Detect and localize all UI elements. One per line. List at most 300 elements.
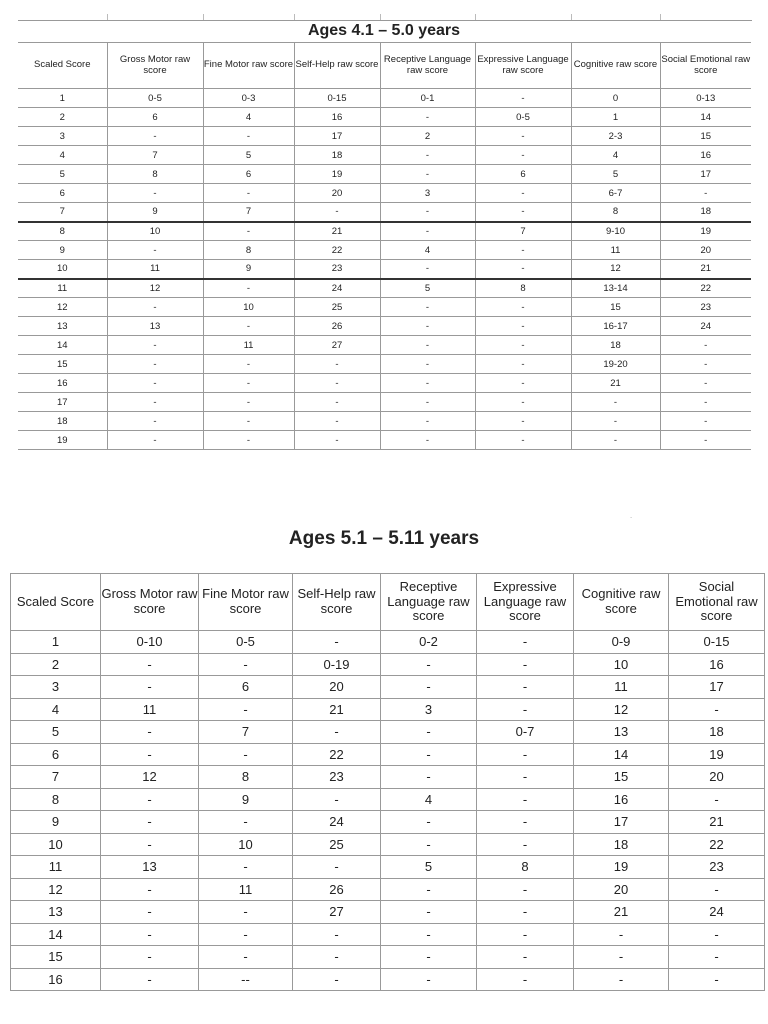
column-header: Self-Help raw score — [294, 43, 380, 89]
raw-score-cell: - — [574, 923, 669, 946]
raw-score-cell: - — [477, 833, 574, 856]
raw-score-cell: 24 — [293, 811, 381, 834]
raw-score-cell: - — [107, 393, 203, 412]
scaled-score-cell: 5 — [18, 165, 107, 184]
raw-score-cell: 11 — [199, 878, 293, 901]
column-header: Gross Motor raw score — [101, 574, 199, 631]
raw-score-cell: - — [107, 336, 203, 355]
scaled-score-table-ages-5-1-to-5-11 — [10, 573, 765, 991]
raw-score-cell: 2 — [380, 127, 475, 146]
raw-score-cell: 20 — [293, 676, 381, 699]
raw-score-cell: 12 — [571, 260, 660, 279]
raw-score-cell: 10 — [203, 298, 294, 317]
raw-score-cell: - — [381, 676, 477, 699]
raw-score-cell: 9-10 — [571, 222, 660, 241]
table-row — [18, 317, 751, 336]
scaled-score-cell: 7 — [18, 203, 107, 222]
scaled-score-cell: 1 — [18, 89, 107, 108]
raw-score-cell: - — [380, 431, 475, 450]
raw-score-cell: - — [293, 968, 381, 991]
scaled-score-cell: 10 — [18, 260, 107, 279]
raw-score-cell: 21 — [571, 374, 660, 393]
raw-score-cell: - — [381, 743, 477, 766]
top-border-line — [18, 20, 752, 21]
raw-score-cell: - — [380, 393, 475, 412]
raw-score-cell: - — [199, 923, 293, 946]
raw-score-cell: 16 — [669, 653, 765, 676]
raw-score-cell: 5 — [381, 856, 477, 879]
column-header: Expressive Language raw score — [477, 574, 574, 631]
raw-score-cell: - — [381, 878, 477, 901]
raw-score-cell: - — [199, 856, 293, 879]
raw-score-cell: - — [293, 856, 381, 879]
scaled-score-cell: 6 — [11, 743, 101, 766]
table-row — [18, 355, 751, 374]
raw-score-cell: 9 — [199, 788, 293, 811]
raw-score-cell: 0-5 — [107, 89, 203, 108]
scaled-score-cell: 2 — [18, 108, 107, 127]
raw-score-cell: 6-7 — [571, 184, 660, 203]
raw-score-cell: 0-2 — [381, 631, 477, 654]
raw-score-cell: 15 — [574, 766, 669, 789]
column-header: Social Emotional raw score — [669, 574, 765, 631]
raw-score-cell: - — [380, 108, 475, 127]
raw-score-cell: 6 — [107, 108, 203, 127]
raw-score-cell: - — [199, 698, 293, 721]
raw-score-cell: 15 — [571, 298, 660, 317]
raw-score-cell: 8 — [477, 856, 574, 879]
raw-score-cell: - — [293, 788, 381, 811]
raw-score-cell: 3 — [380, 184, 475, 203]
raw-score-cell: - — [475, 393, 571, 412]
raw-score-cell: 25 — [293, 833, 381, 856]
raw-score-cell: - — [294, 393, 380, 412]
raw-score-cell: 25 — [294, 298, 380, 317]
table-row — [18, 374, 751, 393]
raw-score-cell: 0-7 — [477, 721, 574, 744]
raw-score-cell: 5 — [571, 165, 660, 184]
raw-score-cell: - — [477, 788, 574, 811]
raw-score-cell: - — [199, 901, 293, 924]
table-row — [11, 946, 765, 969]
table-body — [11, 631, 765, 991]
scaled-score-cell: 9 — [18, 241, 107, 260]
table-row — [18, 127, 751, 146]
raw-score-cell: - — [381, 968, 477, 991]
raw-score-cell: 21 — [574, 901, 669, 924]
table-row — [11, 698, 765, 721]
column-tick — [380, 14, 381, 20]
raw-score-cell: 11 — [107, 260, 203, 279]
raw-score-cell: - — [380, 412, 475, 431]
raw-score-cell: 17 — [660, 165, 751, 184]
raw-score-cell: 8 — [475, 279, 571, 298]
raw-score-cell: - — [381, 653, 477, 676]
raw-score-cell: 23 — [293, 766, 381, 789]
raw-score-cell: 22 — [293, 743, 381, 766]
raw-score-cell: 12 — [101, 766, 199, 789]
raw-score-cell: 15 — [660, 127, 751, 146]
raw-score-cell: - — [203, 374, 294, 393]
raw-score-cell: - — [294, 203, 380, 222]
scaled-score-cell: 15 — [11, 946, 101, 969]
table-row — [18, 279, 751, 298]
raw-score-cell: - — [477, 923, 574, 946]
raw-score-cell: 13 — [107, 317, 203, 336]
raw-score-cell: - — [477, 743, 574, 766]
scaled-score-cell: 16 — [11, 968, 101, 991]
raw-score-cell: 21 — [294, 222, 380, 241]
scaled-score-cell: 19 — [18, 431, 107, 450]
raw-score-cell: 0-3 — [203, 89, 294, 108]
raw-score-cell: - — [101, 901, 199, 924]
raw-score-cell: - — [107, 431, 203, 450]
column-tick — [203, 14, 204, 20]
table-row — [18, 260, 751, 279]
scaled-score-cell: 11 — [11, 856, 101, 879]
scaled-score-cell: 14 — [11, 923, 101, 946]
raw-score-cell: - — [475, 374, 571, 393]
raw-score-cell: 4 — [381, 788, 477, 811]
table-row — [18, 412, 751, 431]
raw-score-cell: - — [669, 878, 765, 901]
raw-score-cell: 20 — [669, 766, 765, 789]
raw-score-cell: - — [574, 946, 669, 969]
raw-score-cell: 19 — [574, 856, 669, 879]
raw-score-cell: - — [477, 946, 574, 969]
raw-score-cell: - — [203, 412, 294, 431]
raw-score-cell: - — [571, 393, 660, 412]
raw-score-cell: - — [477, 766, 574, 789]
raw-score-cell: 9 — [203, 260, 294, 279]
raw-score-cell: - — [380, 374, 475, 393]
column-tick — [475, 14, 476, 20]
raw-score-cell: - — [475, 412, 571, 431]
raw-score-cell: 0-19 — [293, 653, 381, 676]
table-2-title: Ages 5.1 – 5.11 years — [288, 528, 480, 549]
raw-score-cell: 0-1 — [380, 89, 475, 108]
raw-score-cell: - — [381, 811, 477, 834]
raw-score-cell: 7 — [475, 222, 571, 241]
raw-score-cell: 14 — [660, 108, 751, 127]
raw-score-cell: - — [477, 968, 574, 991]
raw-score-cell: - — [660, 336, 751, 355]
table-row — [18, 393, 751, 412]
raw-score-cell: 23 — [669, 856, 765, 879]
raw-score-cell: - — [199, 811, 293, 834]
raw-score-cell: - — [293, 946, 381, 969]
raw-score-cell: - — [475, 127, 571, 146]
table-row — [11, 856, 765, 879]
raw-score-cell: 21 — [660, 260, 751, 279]
raw-score-cell: - — [660, 412, 751, 431]
raw-score-cell: - — [475, 431, 571, 450]
raw-score-cell: - — [477, 631, 574, 654]
raw-score-cell: 27 — [293, 901, 381, 924]
raw-score-cell: - — [107, 184, 203, 203]
raw-score-cell: - — [381, 766, 477, 789]
raw-score-cell: 9 — [107, 203, 203, 222]
raw-score-cell: 26 — [294, 317, 380, 336]
raw-score-cell: - — [294, 355, 380, 374]
table-row — [11, 811, 765, 834]
raw-score-cell: - — [660, 184, 751, 203]
scaled-score-cell: 8 — [11, 788, 101, 811]
raw-score-cell: - — [571, 431, 660, 450]
raw-score-cell: 11 — [571, 241, 660, 260]
scaled-score-cell: 14 — [18, 336, 107, 355]
raw-score-cell: - — [477, 811, 574, 834]
raw-score-cell: 19 — [669, 743, 765, 766]
raw-score-cell: 16 — [574, 788, 669, 811]
table-row — [11, 766, 765, 789]
raw-score-cell: 14 — [574, 743, 669, 766]
scaled-score-cell: 2 — [11, 653, 101, 676]
raw-score-cell: - — [669, 968, 765, 991]
scaled-score-cell: 13 — [11, 901, 101, 924]
raw-score-cell: - — [199, 743, 293, 766]
raw-score-cell: - — [475, 241, 571, 260]
raw-score-cell: - — [475, 355, 571, 374]
table-row — [18, 336, 751, 355]
raw-score-cell: - — [107, 298, 203, 317]
raw-score-cell: - — [203, 127, 294, 146]
raw-score-cell: 12 — [574, 698, 669, 721]
column-tick — [294, 14, 295, 20]
column-tick — [107, 14, 108, 20]
column-header: Scaled Score — [11, 574, 101, 631]
raw-score-cell: - — [380, 222, 475, 241]
raw-score-cell: - — [381, 721, 477, 744]
raw-score-cell: 21 — [293, 698, 381, 721]
raw-score-cell: - — [669, 698, 765, 721]
raw-score-cell: - — [101, 811, 199, 834]
raw-score-cell: 19 — [660, 222, 751, 241]
scan-artifact-mark: ˙ — [630, 516, 633, 526]
raw-score-cell: - — [293, 923, 381, 946]
raw-score-cell: 18 — [571, 336, 660, 355]
table-row — [18, 203, 751, 222]
scaled-score-cell: 12 — [18, 298, 107, 317]
raw-score-cell: 3 — [381, 698, 477, 721]
raw-score-cell: 13 — [101, 856, 199, 879]
raw-score-cell: 11 — [203, 336, 294, 355]
raw-score-cell: 0-13 — [660, 89, 751, 108]
raw-score-cell: 6 — [203, 165, 294, 184]
raw-score-cell: 20 — [660, 241, 751, 260]
column-tick — [660, 14, 661, 20]
raw-score-cell: - — [475, 336, 571, 355]
table-row — [11, 901, 765, 924]
table-row — [18, 431, 751, 450]
raw-score-cell: 24 — [660, 317, 751, 336]
raw-score-cell: 7 — [199, 721, 293, 744]
raw-score-cell: - — [101, 653, 199, 676]
raw-score-cell: - — [203, 393, 294, 412]
column-header: Social Emotional raw score — [660, 43, 751, 89]
scaled-score-cell: 11 — [18, 279, 107, 298]
raw-score-cell: 2-3 — [571, 127, 660, 146]
raw-score-cell: 19-20 — [571, 355, 660, 374]
raw-score-cell: 6 — [475, 165, 571, 184]
raw-score-cell: - — [477, 878, 574, 901]
raw-score-cell: 6 — [199, 676, 293, 699]
raw-score-cell: 22 — [294, 241, 380, 260]
scaled-score-cell: 17 — [18, 393, 107, 412]
scaled-score-cell: 1 — [11, 631, 101, 654]
raw-score-cell: 16-17 — [571, 317, 660, 336]
table-1-title: Ages 4.1 – 5.0 years — [307, 22, 461, 39]
table-row — [18, 146, 751, 165]
raw-score-cell: - — [101, 968, 199, 991]
raw-score-cell: 22 — [669, 833, 765, 856]
raw-score-cell: - — [660, 374, 751, 393]
table-row — [18, 184, 751, 203]
raw-score-cell: - — [199, 946, 293, 969]
column-header: Scaled Score — [18, 43, 107, 89]
raw-score-cell: 17 — [574, 811, 669, 834]
raw-score-cell: - — [477, 653, 574, 676]
raw-score-cell: - — [107, 374, 203, 393]
table-row — [11, 878, 765, 901]
raw-score-cell: 11 — [574, 676, 669, 699]
raw-score-cell: - — [381, 923, 477, 946]
raw-score-cell: 0-15 — [294, 89, 380, 108]
raw-score-cell: 4 — [203, 108, 294, 127]
raw-score-cell: - — [101, 878, 199, 901]
raw-score-cell: - — [660, 355, 751, 374]
raw-score-cell: - — [380, 355, 475, 374]
raw-score-cell: - — [293, 631, 381, 654]
raw-score-cell: 0-15 — [669, 631, 765, 654]
raw-score-cell: - — [475, 146, 571, 165]
raw-score-cell: - — [669, 923, 765, 946]
table-row — [18, 89, 751, 108]
raw-score-cell: - — [107, 412, 203, 431]
raw-score-cell: 26 — [293, 878, 381, 901]
raw-score-cell: 21 — [669, 811, 765, 834]
table-row — [11, 631, 765, 654]
raw-score-cell: - — [381, 833, 477, 856]
table-row — [18, 222, 751, 241]
raw-score-cell: 4 — [571, 146, 660, 165]
column-header: Expressive Language raw score — [475, 43, 571, 89]
raw-score-cell: 27 — [294, 336, 380, 355]
raw-score-cell: 22 — [660, 279, 751, 298]
raw-score-cell: - — [380, 203, 475, 222]
raw-score-cell: 13-14 — [571, 279, 660, 298]
raw-score-cell: - — [101, 721, 199, 744]
table-row — [18, 165, 751, 184]
raw-score-cell: - — [475, 260, 571, 279]
table-row — [18, 241, 751, 260]
raw-score-cell: - — [571, 412, 660, 431]
raw-score-cell: - — [381, 901, 477, 924]
raw-score-cell: - — [294, 412, 380, 431]
raw-score-cell: 0-9 — [574, 631, 669, 654]
raw-score-cell: 24 — [294, 279, 380, 298]
raw-score-cell: - — [477, 676, 574, 699]
raw-score-cell: - — [380, 146, 475, 165]
table-row — [11, 788, 765, 811]
raw-score-cell: - — [475, 317, 571, 336]
raw-score-cell: - — [475, 203, 571, 222]
raw-score-cell: - — [475, 184, 571, 203]
table-row — [11, 743, 765, 766]
raw-score-cell: 20 — [294, 184, 380, 203]
raw-score-cell: - — [203, 279, 294, 298]
raw-score-cell: - — [380, 317, 475, 336]
raw-score-cell: - — [574, 968, 669, 991]
raw-score-cell: 8 — [107, 165, 203, 184]
column-header: Gross Motor raw score — [107, 43, 203, 89]
raw-score-cell: 11 — [101, 698, 199, 721]
table-row — [18, 298, 751, 317]
raw-score-cell: - — [203, 431, 294, 450]
scaled-score-cell: 3 — [18, 127, 107, 146]
column-header: Fine Motor raw score — [199, 574, 293, 631]
raw-score-cell: - — [380, 165, 475, 184]
raw-score-cell: - — [380, 298, 475, 317]
column-header: Receptive Language raw score — [380, 43, 475, 89]
raw-score-cell: 17 — [669, 676, 765, 699]
raw-score-cell: - — [660, 431, 751, 450]
raw-score-cell: - — [101, 946, 199, 969]
raw-score-cell: - — [101, 833, 199, 856]
raw-score-cell: 17 — [294, 127, 380, 146]
table-row — [18, 108, 751, 127]
scaled-score-cell: 4 — [11, 698, 101, 721]
raw-score-cell: 4 — [380, 241, 475, 260]
raw-score-cell: 5 — [380, 279, 475, 298]
scaled-score-cell: 5 — [11, 721, 101, 744]
column-header: Cognitive raw score — [571, 43, 660, 89]
raw-score-cell: - — [669, 946, 765, 969]
scaled-score-table-ages-4-1-to-5-0 — [18, 42, 751, 450]
raw-score-cell: 0-10 — [101, 631, 199, 654]
raw-score-cell: - — [380, 260, 475, 279]
column-header: Cognitive raw score — [574, 574, 669, 631]
raw-score-cell: 12 — [107, 279, 203, 298]
raw-score-cell: - — [294, 374, 380, 393]
scaled-score-cell: 16 — [18, 374, 107, 393]
raw-score-cell: - — [293, 721, 381, 744]
column-header: Self-Help raw score — [293, 574, 381, 631]
raw-score-cell: - — [101, 923, 199, 946]
scaled-score-cell: 13 — [18, 317, 107, 336]
scaled-score-cell: 8 — [18, 222, 107, 241]
raw-score-cell: 5 — [203, 146, 294, 165]
raw-score-cell: 1 — [571, 108, 660, 127]
raw-score-cell: 18 — [669, 721, 765, 744]
raw-score-cell: 20 — [574, 878, 669, 901]
scaled-score-cell: 3 — [11, 676, 101, 699]
column-tick — [571, 14, 572, 20]
table-row — [11, 653, 765, 676]
raw-score-cell: 8 — [571, 203, 660, 222]
scaled-score-cell: 10 — [11, 833, 101, 856]
raw-score-cell: - — [203, 317, 294, 336]
raw-score-cell: - — [101, 788, 199, 811]
column-header: Fine Motor raw score — [203, 43, 294, 89]
raw-score-cell: - — [101, 676, 199, 699]
scaled-score-cell: 4 — [18, 146, 107, 165]
raw-score-cell: - — [203, 355, 294, 374]
raw-score-cell: - — [294, 431, 380, 450]
scaled-score-cell: 18 — [18, 412, 107, 431]
raw-score-cell: - — [475, 89, 571, 108]
raw-score-cell: - — [107, 355, 203, 374]
